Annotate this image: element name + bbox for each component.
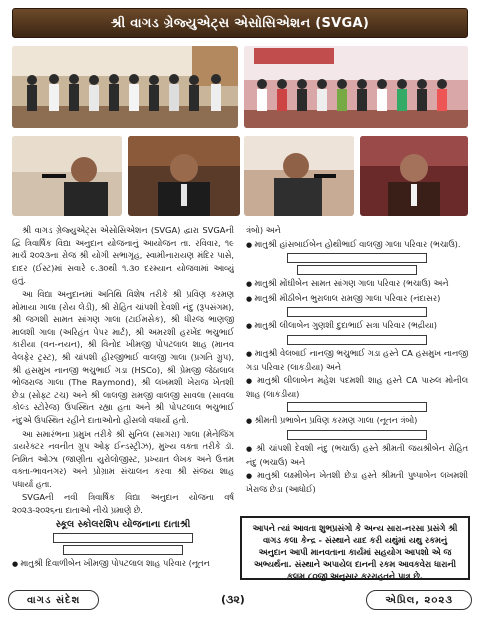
donor-name-box: [287, 253, 427, 263]
speaker-photo-1: [12, 136, 122, 216]
page-number: (૩૨): [215, 593, 251, 607]
scholarship-subheading: સ્કૂલ સ્કોલરશિપ યોજનાના દાતાશ્રી: [55, 518, 191, 530]
felicitation-group-photo: [244, 46, 468, 128]
issue-date-tag: એપ્રિલ, ૨૦૨૩: [366, 590, 472, 610]
donor-item: ● માતુશ્રી મીઠીબેન ભુરાલાલ રામજી ગાલા પરિવાર (નંદાસર): [246, 292, 468, 306]
donor-name-box: [53, 533, 193, 543]
donor-item: ● માતુશ્રી દિવાળીબેન ખીમજી પોપટલાલ શાહ પરિવાર (નૂતન: [12, 557, 234, 571]
speaker-photo-3: [244, 136, 354, 216]
donor-name-box: [63, 545, 183, 555]
intro-paragraph: શ્રી વાગડ ગ્રેજ્યુએટ્સ એસોસિએશન (SVGA) દ્વારા SVGAની દ્વિ ત્રિવાર્ષિક વિદ્યા અનુદાન યોજનાનું આયોજન તા. રવિવાર, ૧૯ માર્ચ ૨૦૨૩ના રોજ શ્રી યોગી સભાગૃહ, સ્વામીનારાયણ મંદિર પાસે, દાદર (ઈસ્ટ)માં સવારે ૯.૩૦થી ૧.૩૦ દરમ્યાન યોજવામાં આવ્યું હતું.: [12, 225, 234, 286]
speaker-photo-2: [128, 136, 240, 216]
page-title-bar: [12, 8, 468, 38]
guests-paragraph: આ વિદ્યા અનુદાનમાં અતિથિ વિશેષ તરીકે શ્રી પ્રવિણ કરમણ મોમાયા ગાલા (રોય લેડી), શ્રી રોહિત ચાંપશી દેવશી નંદુ (રૂપસંગમ), શ્રી જગશી સામત સાંગણ ગાલા (ટાઈમસેક), શ્રી ધીરજ ભાણજી માલશી ગાલા (અરિહંત પેપર માર્ટ), શ્રી અમરશી હરખેંદ ભચુભાઈ કારીયા (વન-નયન), શ્રી વિનોદ ખીમજી પોપટલાલ શાહ (માનવ વેલફેર ટ્રસ્ટ), શ્રી ચાંપશી હીરજીભાઈ વાલજી ગાલા (પ્રગતિ ગ્રુપ), શ્રી હસમુખ નાનજી ભચુભાઈ ગડા (HSCo), શ્રી પ્રેમજી જેઠાલાલ ભોજરાજ ગાલા (The Raymond), શ્રી લખમશી ખેરાજ ખેતશી છેડા (સોફ્ટ ટચ) અને શ્રી લાલજી રામજી વાલજી સાવલા (સાવલા કોલ્ડ સ્ટોરેજ) ઉપસ્થિત રહ્યા હતા અને શ્રી પોપટલાલ ભચુભાઈ નંદુએ ઉપસ્થિત રહીને દાતાઓનો હોંસલો વધાર્યો હતો.: [12, 288, 234, 425]
donor-item: ● શ્રીમતી પ્રભાબેન પ્રવિણ કરમણ ગાલા (નૂતન ત્રંબો): [246, 414, 468, 428]
donation-notice-text: આપને ત્યાં આવતા શુભપ્રસંગો કે અન્ય સારા-નરસા પ્રસંગે શ્રી વાગડ કલા કેન્દ્ર - સંસ્થાને યાદ કરી યથુંમાં યથુ રકમનું અનુદાન આપી માનવતાના કાર્યમાં સહયોગ આપશો એ જ અભ્યર્થના. સંસ્થાને અપાયેલ દાનની રકમ આવકવેરા ધારાની કલમ ૮૦જી અનુસાર કરરાહતને પાત્ર છે.: [252, 523, 458, 581]
donors-intro-paragraph: SVGAની નવી ત્રિવાર્ષિક વિદ્યા અનુદાન યોજના વર્ષ ૨૦૨૩-૨૦૨૬ના દાતાઓ નીચે પ્રમાણે છે.: [12, 492, 234, 516]
donor-name-box: [297, 265, 417, 275]
donor-item: ● માતુશ્રી લીલાબેન મહેશ પદમશી શાહ હસ્તે CA પારુલ મોનીલ શાહ (લાકડીયા): [246, 374, 468, 400]
donor-name-box: [287, 335, 427, 345]
donor-name-box: [287, 430, 427, 440]
donor-item: ● માતુશ્રી વેલબાઈ નાનજી ભચુભાઈ ગડા હસ્તે CA હસમુખ નાનજી ગડા પરિવાર (લાકડીયા) અને: [246, 347, 468, 373]
article-right-column: [246, 224, 468, 514]
page-footer: [8, 588, 472, 612]
continued-text: ત્રંબો) અને: [246, 225, 281, 235]
president-paragraph: આ સમારંભના પ્રમુખ તરીકે શ્રી સુનિલ (સાગરા) ગાલા (મેનેજિંગ ડાયરેક્ટર નવનીત ગ્રૂપ ઓફ ઈન્ડસ્ટ્રીઝ), મુખ્ય વક્તા તરીકે ડૉ. નિમિત ઓઝા (જાણીતા યુરોલોજીસ્ટ, પ્રખ્યાત લેખક અને ઉત્તમ વક્તા-ભાવનગર) અને પ્રોગ્રામ સંચાલન કરવા શ્રી સંજય શાહ પધાર્યા હતા.: [12, 428, 234, 489]
donor-item: ● માતુશ્રી લક્ષ્મીબેન ખેતશી છેડા હસ્તે શ્રીમતી પુષ્પાબેન લખમશી ખેરાજ છેડા (આધોઈ): [246, 469, 468, 495]
article-left-column: [12, 224, 234, 586]
page-title: શ્રી વાગડ ગ્રેજ્યુએટ્સ એસોસિએશન (SVGA): [110, 15, 370, 31]
stage-group-photo: [12, 46, 238, 128]
donor-item: ● માતુશ્રી લીલાબેન ગુણશી દુદાભાઈ સત્રા પરિવાર (ભદ્રીયા): [246, 319, 468, 333]
speaker-photo-4: [360, 136, 468, 216]
donor-item: ● શ્રી ચાંપશી દેવશી નંદુ (ભચાઉ) હસ્તે શ્રીમતી જયશ્રીબેન રોહિત નંદુ (ભચાઉ) અને: [246, 442, 468, 468]
magazine-name-tag: વાગડ સંદેશ: [8, 590, 99, 610]
donation-notice-box: [240, 516, 470, 580]
donor-item: ● માતુશ્રી હાંસબાઈબેન હોથીભાઈ વાલજી ગાલા પરિવાર (ભચાઉ).: [246, 238, 468, 252]
donor-item: ● માતુશ્રી મોંઘીબેન સામત સાંગણ ગાલા પરિવાર (ભચાઉ) અને: [246, 277, 468, 291]
donor-name-box: [287, 402, 427, 412]
donor-name-box: [287, 307, 427, 317]
